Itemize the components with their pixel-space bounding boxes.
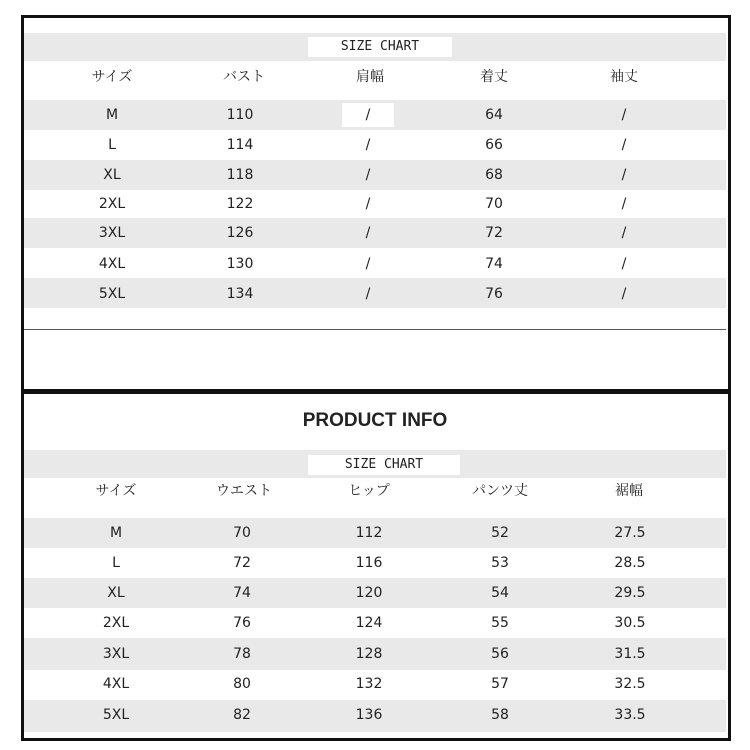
table1-cell: 130 xyxy=(226,256,254,272)
table2-cell: 124 xyxy=(355,615,383,631)
table2-row xyxy=(24,578,726,608)
table1-cell: 4XL xyxy=(98,256,126,272)
table2-cell: 56 xyxy=(491,646,509,662)
table2-cell: 30.5 xyxy=(614,615,646,631)
table1-cell: 110 xyxy=(226,107,254,123)
table1-header-shoulder: 肩幅 xyxy=(356,69,384,85)
table2-cell: 33.5 xyxy=(614,707,646,723)
table2-header-pants-length: パンツ丈 xyxy=(472,483,528,499)
table1-cell: 76 xyxy=(485,286,503,302)
table2-cell: 116 xyxy=(355,555,383,571)
table1-cell: / xyxy=(365,286,371,302)
table1-header-size: サイズ xyxy=(91,69,133,85)
table2-header-hip: ヒップ xyxy=(348,483,390,499)
table2-row xyxy=(24,700,726,732)
table2-row xyxy=(24,608,726,638)
table2-cell: 4XL xyxy=(102,676,130,692)
table1-cell: / xyxy=(365,167,371,183)
table1-cell: / xyxy=(621,137,627,153)
table2-cell: 78 xyxy=(233,646,251,662)
table1-cell: / xyxy=(365,256,371,272)
table2-cell: 57 xyxy=(491,676,509,692)
table1-cell: / xyxy=(621,196,627,212)
table2-cell: 58 xyxy=(491,707,509,723)
table1-header-bust: バスト xyxy=(223,69,265,85)
table2-cell: 54 xyxy=(491,585,509,601)
table1-row xyxy=(24,218,726,248)
table1-header-length: 着丈 xyxy=(480,69,508,85)
table2-cell: 29.5 xyxy=(614,585,646,601)
table1-bottom-rule xyxy=(24,329,726,330)
table2-cell: 2XL xyxy=(102,615,130,631)
table1-cell: 3XL xyxy=(98,225,126,241)
table2-cell: 70 xyxy=(233,525,251,541)
table1-row xyxy=(24,278,726,308)
table1-row xyxy=(24,130,726,160)
table1-cell: 122 xyxy=(226,196,254,212)
table1-row xyxy=(24,248,726,278)
table1-cell: / xyxy=(621,167,627,183)
table2-cell: 32.5 xyxy=(614,676,646,692)
table1-cell: 64 xyxy=(485,107,503,123)
table2-header-hem-width: 裾幅 xyxy=(615,483,643,499)
table2-cell: 27.5 xyxy=(614,525,646,541)
table1-row xyxy=(24,100,726,130)
table1-cell: M xyxy=(105,107,119,123)
table1-cell: / xyxy=(365,196,371,212)
table2-cell: 132 xyxy=(355,676,383,692)
table1-row xyxy=(24,190,726,218)
table1-cell: / xyxy=(621,225,627,241)
table2-row xyxy=(24,670,726,700)
table2-cell: M xyxy=(109,525,123,541)
table2-cell: 55 xyxy=(491,615,509,631)
table1-cell: / xyxy=(365,107,371,123)
table2-cell: 52 xyxy=(491,525,509,541)
table1-cell: 5XL xyxy=(98,286,126,302)
table1-cell: 118 xyxy=(226,167,254,183)
table1-cell: 68 xyxy=(485,167,503,183)
table2-header-waist: ウエスト xyxy=(216,483,272,499)
table1-cell: 2XL xyxy=(98,196,126,212)
table1-cell: / xyxy=(365,137,371,153)
table2-row xyxy=(24,518,726,548)
table2-cell: 82 xyxy=(233,707,251,723)
table1-cell: 72 xyxy=(485,225,503,241)
table1-header-sleeve: 袖丈 xyxy=(610,69,638,85)
table1-cell: 114 xyxy=(226,137,254,153)
table1-cell: 134 xyxy=(226,286,254,302)
table2-row xyxy=(24,548,726,578)
table2-row xyxy=(24,638,726,670)
table1-size-chart-label: SIZE CHART xyxy=(308,37,452,57)
table2-cell: 80 xyxy=(233,676,251,692)
table2-cell: 76 xyxy=(233,615,251,631)
table2-cell: 120 xyxy=(355,585,383,601)
table2-cell: 53 xyxy=(491,555,509,571)
table2-cell: 128 xyxy=(355,646,383,662)
table2-header-size: サイズ xyxy=(95,483,137,499)
table1-header-row xyxy=(24,66,726,90)
table1-cell: / xyxy=(621,286,627,302)
table1-cell: / xyxy=(621,107,627,123)
table1-row xyxy=(24,160,726,190)
table2-header-row xyxy=(24,480,726,506)
table2-cell: 31.5 xyxy=(614,646,646,662)
table1-cell: / xyxy=(621,256,627,272)
table2-cell: 112 xyxy=(355,525,383,541)
table2-cell: 136 xyxy=(355,707,383,723)
table2-cell: 5XL xyxy=(102,707,130,723)
table1-cell: 66 xyxy=(485,137,503,153)
table2-cell: 28.5 xyxy=(614,555,646,571)
table2-cell: 3XL xyxy=(102,646,130,662)
section-divider xyxy=(21,389,731,394)
table2-cell: 72 xyxy=(233,555,251,571)
table2-cell: L xyxy=(112,555,120,571)
table1-cell: 126 xyxy=(226,225,254,241)
table2-cell: XL xyxy=(107,585,125,601)
table1-cell: 70 xyxy=(485,196,503,212)
table1-cell: XL xyxy=(103,167,121,183)
table1-cell: L xyxy=(108,137,116,153)
table1-cell: / xyxy=(365,225,371,241)
table2-size-chart-label: SIZE CHART xyxy=(308,455,460,475)
table2-cell: 74 xyxy=(233,585,251,601)
product-info-title: PRODUCT INFO xyxy=(302,410,448,431)
table1-cell: 74 xyxy=(485,256,503,272)
